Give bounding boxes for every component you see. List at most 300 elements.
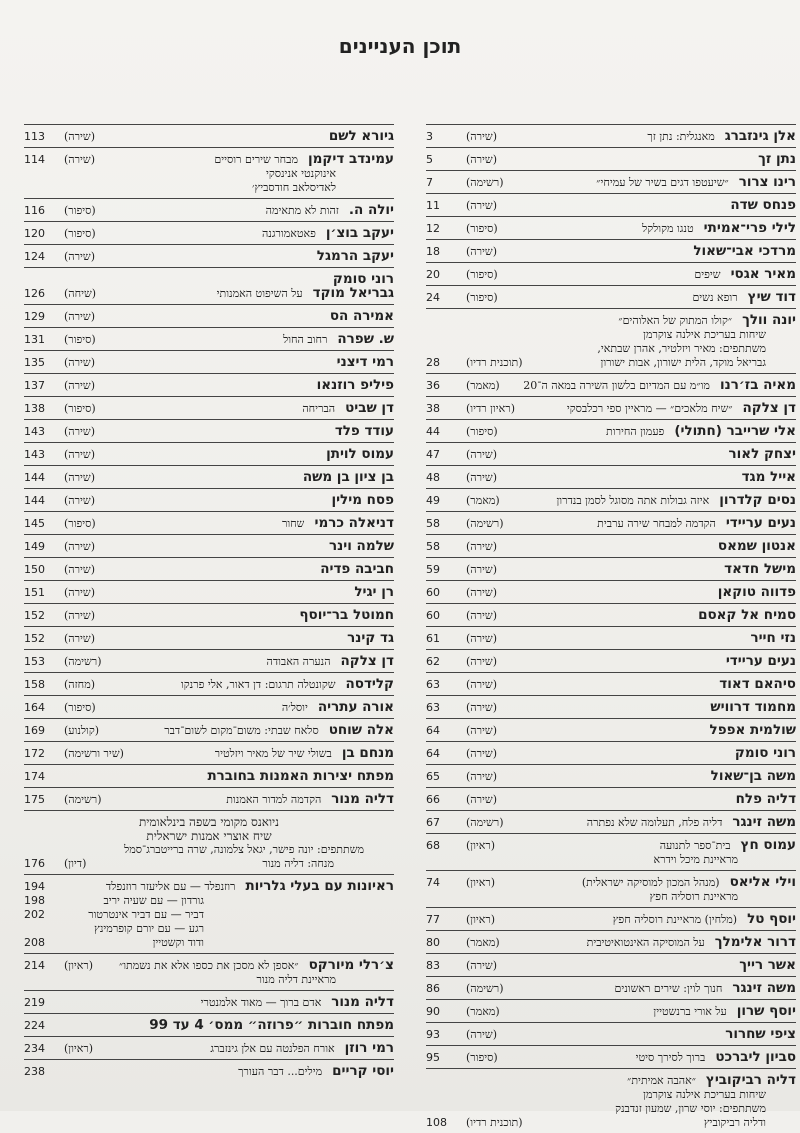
entry-genre: (שירה) [64,563,95,576]
toc-entry [24,1036,394,1059]
toc-entry-row [24,378,394,393]
toc-entry-row [24,995,394,1010]
entry-line: גבריאל מוקד, הלית ישורון, אבות ישורון [600,356,766,369]
toc-entry [24,810,394,874]
toc-entry-row [426,198,796,213]
entry-title: מבחר שירים רוסיים [214,153,299,166]
toc-entry [24,511,394,534]
toc-entry-row [426,539,796,554]
toc-entry-row [426,631,796,646]
page-number: 174 [24,770,45,783]
toc-subentry-row [24,894,394,908]
toc-entry-row [24,562,394,577]
toc-entry-row [426,447,796,462]
toc-entry [24,649,394,672]
page-number: 58 [426,517,440,530]
entry-genre: (שיר ורשימה) [64,747,124,760]
entry-genre: (שירה) [466,153,497,166]
page-number: 93 [426,1028,440,1041]
toc-entry-row [24,723,394,738]
toc-entry-row [426,470,796,485]
author-name: גד קינר [347,630,394,646]
toc-entry [426,930,796,953]
entry-line: מראיינת מיכל וידרא [653,853,738,866]
entry-title: ברוך לסירך סיטי [635,1051,706,1064]
page-number: 7 [426,176,433,189]
page-number: 175 [24,793,45,806]
entry-genre: (שירה) [466,471,497,484]
page-number: 67 [426,816,440,829]
entry-genre: (סיפור) [466,268,498,281]
entry-title: שיפים [694,268,721,281]
toc-entry-row [426,356,796,370]
entry-genre: (שירה) [466,959,497,972]
entry-genre: (מחזה) [64,678,96,691]
toc-entry [24,465,394,488]
author-name: פנחס שדה [730,197,796,213]
toc-entry-row [426,152,796,167]
author-name: אורה עתריה [317,699,394,715]
entry-title: בשולי שיר של מאיר ויזלטיר [214,747,332,760]
toc-entry-row [426,1116,796,1130]
author-name: דן צלקה [742,400,796,416]
author-name: רוני סומק [332,271,394,287]
entry-title: הקדמה למבחר שירה ערבית [597,517,716,530]
entry-line: אינוקנטי אנינסקי [265,167,336,180]
toc-entry-row [426,175,796,190]
entry-genre: (שירה) [466,724,497,737]
entry-genre: (שירה) [466,655,497,668]
author-name: דרור אלימלך [714,934,796,950]
entry-genre: (שירה) [64,448,95,461]
toc-entry [24,1059,394,1082]
entry-genre: (שיחה) [64,287,97,300]
toc-entry [426,442,796,465]
toc-entry-row [24,585,394,600]
entry-title: הנערה האבודה [266,655,331,668]
entry-genre: (ראיון רדיו) [466,402,515,415]
toc-entry-row [426,585,796,600]
page-number: 108 [426,1116,447,1129]
toc-entry [426,285,796,308]
author-name: לילי פרי־אמיתי [703,220,796,236]
toc-entry-row [24,203,394,218]
entry-genre: (ראיון) [466,839,496,852]
toc-entry-row [24,746,394,761]
toc-entry [426,216,796,239]
toc-entry [24,327,394,350]
author-name: יוסף שרון [736,1003,796,1019]
subentry-text: ודוד וקשטיין [152,936,204,949]
toc-entry [24,244,394,267]
author-name: מחמוד דרוויש [710,699,796,715]
entry-title: (מלחין) מראיינת רוסליה חפץ [612,913,738,926]
toc-column-left [24,124,394,1082]
toc-entry [426,419,796,442]
author-name: יולה ה. [348,202,394,218]
toc-entry-row [24,700,394,715]
page-number: 214 [24,959,45,972]
entry-title: על אורי ברנשטיין [653,1005,727,1018]
entry-genre: (סיפור) [64,333,96,346]
author-name: שלמה וינר [328,538,394,554]
page-number: 164 [24,701,45,714]
author-name: יוסף טל [747,911,796,927]
author-name: ציפי שחרור [725,1026,796,1042]
page-number: 49 [426,494,440,507]
author-name: צ׳רלי מיורקס [308,957,394,973]
toc-entry [426,810,796,833]
toc-entry [426,465,796,488]
entry-title: בית־ספר לתנועה [659,839,731,852]
toc-entry-row [24,424,394,439]
author-name: דליה מנור [331,791,394,807]
entry-genre: (שירה) [64,632,95,645]
toc-entry-row [426,493,796,508]
author-name: יוסי קריים [332,1063,394,1079]
author-name: דן שביט [345,400,394,416]
author-name: אנטון שמאס [717,538,796,554]
author-name: נעים עריידי [725,653,796,669]
entry-genre: (רשימה) [64,655,102,668]
toc-entry [426,147,796,170]
author-name: משה בן־שאול [710,768,796,784]
entry-line: מראיינת דליה מנור [256,973,336,986]
entry-genre: (שירה) [64,356,95,369]
toc-entry [24,350,394,373]
toc-entry-row [24,958,394,973]
entry-genre: (מאמר) [466,494,500,507]
entry-genre: (שירה) [64,310,95,323]
page-number: 116 [24,204,45,217]
author-name: יעקב בוצ׳ן [325,225,394,241]
entry-genre: (מאמר) [466,936,500,949]
toc-entry-row [426,875,796,890]
toc-entry-row [24,332,394,347]
entry-title: ״שיח מלאכים״ — מראיין ספי רכלבסקי [566,402,733,415]
entry-genre: (שירה) [466,586,497,599]
entry-genre: (סיפור) [64,227,96,240]
page-number: 126 [24,287,45,300]
author-name: סמיח אל קאסם [698,607,796,623]
page-number: 143 [24,448,45,461]
toc-entry-row [426,1004,796,1019]
toc-entry-row [24,272,394,286]
author-name: מפתח יצירות האמנות בחוברת [207,768,394,784]
toc-entry-row [426,912,796,927]
author-name: רמי דיצני [336,354,394,370]
toc-entry-row [426,700,796,715]
entry-title: איזה גבולות אתה מסוגל לסמן בנדרון [556,494,710,507]
toc-entry [24,373,394,396]
entry-line: ודליה רביקוביץ [703,1116,766,1129]
page-number: 208 [24,936,45,949]
author-name: קלידסה [345,676,394,692]
toc-entry-row [426,290,796,305]
toc-entry [24,147,394,198]
page-number: 18 [426,245,440,258]
entry-title: הבריחה [302,402,336,415]
author-name: אייל מגד [741,469,796,485]
entry-genre: (סיפור) [466,1051,498,1064]
toc-entry-row [24,1064,394,1079]
page-number: 143 [24,425,45,438]
entry-title: על המוסיקה האינטואיטיבית [586,936,705,949]
author-name: מרדכי אבי־שאול [693,243,796,259]
toc-entry [426,695,796,718]
entry-line: לאדיסלאב חודסביץ׳ [251,181,336,194]
page-number: 11 [426,199,440,212]
toc-entry-row [24,286,394,301]
toc-entry [24,718,394,741]
page-number: 65 [426,770,440,783]
toc-entry [426,953,796,976]
page-number: 234 [24,1042,45,1055]
page-number: 20 [426,268,440,281]
toc-entry [24,221,394,244]
page-number: 152 [24,632,45,645]
entry-genre: (רשימה) [64,793,102,806]
entry-genre: (סיפור) [466,222,498,235]
page-number: 36 [426,379,440,392]
page-number: 63 [426,678,440,691]
entry-genre: (ראיון) [64,959,94,972]
entry-genre: (שירה) [466,701,497,714]
toc-column-right [426,124,796,1133]
page-number: 12 [426,222,440,235]
toc-entry [426,193,796,216]
toc-entry-row [24,309,394,324]
entry-line: שיחות בעריכת אילנה צוקרמן [643,1088,766,1101]
page-number: 83 [426,959,440,972]
entry-genre: (שירה) [64,494,95,507]
author-name: מאיה בז׳רנו [719,377,796,393]
page-number: 59 [426,563,440,576]
toc-entry [24,419,394,442]
toc-entry [426,718,796,741]
author-name: דוד שיץ [747,289,796,305]
entry-genre: (שירה) [64,130,95,143]
author-name: יונה וולך [742,312,796,328]
page-number: 151 [24,586,45,599]
author-name: יעקב הרמגל [316,248,394,264]
entry-genre: (מאמר) [466,1005,500,1018]
author-name: רינו צרור [738,174,796,190]
toc-entry-row [426,654,796,669]
page-number: 150 [24,563,45,576]
entry-title: ״אספן לא מסכן את כספו אלא את נשמתו״ [119,959,299,972]
toc-entry [426,396,796,419]
toc-entry-row [24,447,394,462]
toc-entry-row [426,815,796,830]
author-name: וילי אליאס [729,874,796,890]
page-number: 64 [426,747,440,760]
author-name: אשר רייך [739,957,796,973]
entry-title: רחוב החול [283,333,328,346]
toc-entry-row [24,608,394,623]
entry-genre: (שירה) [466,448,497,461]
entry-genre: (ראיון) [466,876,496,889]
page-number: 137 [24,379,45,392]
author-name: שולמית אפפל [709,722,796,738]
page-number: 28 [426,356,440,369]
page-number: 124 [24,250,45,263]
entry-title: אורח הפלנטה עם אלן גינזברג [210,1042,335,1055]
entry-genre: (שירה) [466,199,497,212]
entry-participants: מנחה: דליה מנור [262,857,334,870]
page-number: 64 [426,724,440,737]
entry-genre: (קולנוע) [64,724,100,737]
page-number: 66 [426,793,440,806]
toc-entry [426,787,796,810]
toc-entry-row [24,769,394,784]
toc-entry-row [426,1027,796,1042]
toc-entry-row [24,631,394,646]
page-number: 169 [24,724,45,737]
toc-entry [24,557,394,580]
page-number: 113 [24,130,45,143]
toc-entry-row [426,562,796,577]
entry-line: שיחות בעריכת אילנה צוקרמן [643,328,766,341]
toc-entry-row [426,516,796,531]
toc-entry-row [24,129,394,144]
author-name: דליה פלח [735,791,796,807]
entry-genre: (שירה) [64,540,95,553]
toc-entry-row [24,879,394,894]
toc-entry [426,649,796,672]
toc-entry-row [24,355,394,370]
toc-entry-row [426,313,796,328]
toc-entry-row [426,608,796,623]
toc-entry-row [24,857,394,871]
entry-genre: (סיפור) [64,204,96,217]
entry-genre: (ראיון) [466,913,496,926]
page-number: 135 [24,356,45,369]
entry-title: שקונטלה תרגום: דן דאור, אלי פרנקו [180,678,336,691]
page-number: 129 [24,310,45,323]
entry-subtitle: שיח אוצרי אמנות ישראלית [146,829,272,843]
page-number: 198 [24,894,45,907]
entry-genre: (שירה) [64,250,95,263]
author-name: פיליפ רוזנאו [316,377,394,393]
author-name: נתן זך [758,151,796,167]
entry-genre: (סיפור) [64,517,96,530]
toc-entry-row [426,221,796,236]
toc-entry [24,603,394,626]
page-title: תוכן העניינים [338,34,462,58]
entry-genre: (סיפור) [466,425,498,438]
toc-entry [426,1045,796,1068]
toc-entry-row [426,244,796,259]
toc-entry-row [426,378,796,393]
author-name: אמירה הס [329,308,394,324]
entry-genre: (מאמר) [466,379,500,392]
author-name: נעים עריידי [725,515,796,531]
entry-title: פאטאמורגנה [261,227,316,240]
page-number: 224 [24,1019,45,1032]
page-number: 219 [24,996,45,1009]
toc-entry [24,741,394,764]
toc-entry-row [24,401,394,416]
page-number: 120 [24,227,45,240]
toc-entry [426,170,796,193]
toc-entry-row [426,401,796,416]
toc-entry [426,999,796,1022]
page-number: 176 [24,857,45,870]
page-number: 153 [24,655,45,668]
entry-genre: (רשימה) [466,816,504,829]
entry-title: טנגו מקולקל [642,222,694,235]
author-name: משה זינגר [732,980,796,996]
toc-entry-row [426,981,796,996]
toc-entry-row [426,129,796,144]
toc-entry [426,580,796,603]
entry-genre: (סיפור) [64,402,96,415]
entry-title: זהות לא מתאימה [265,204,339,217]
toc-entry-row [426,746,796,761]
page-number: 68 [426,839,440,852]
entry-title: פעמון החירות [606,425,665,438]
entry-line: משתתפים: מאיר ויזלטיר, אהרן שבתאי, [597,342,766,355]
toc-entry [24,695,394,718]
author-name: אלן גינזברג [724,128,796,144]
toc-entry [426,373,796,396]
author-name: סביון ליברכט [715,1049,796,1065]
toc-entry [426,976,796,999]
page-number: 158 [24,678,45,691]
page-number: 63 [426,701,440,714]
entry-title: על השיפוט האמנותי [216,287,303,300]
page-number: 61 [426,632,440,645]
author-name: אלי שרייבר (חתולי) [674,423,796,439]
page-number: 114 [24,153,45,166]
entry-title: הקדמה למדור האמנות [226,793,322,806]
toc-entry-row [426,723,796,738]
entry-title: (מנהל המכון למוסיקה ישראלית) [581,876,720,889]
entry-title: יוסל׳ה [281,701,308,714]
toc-entry [426,603,796,626]
subentry-text: גורדון — עם שעיה יריב [103,894,204,907]
toc-entry [426,1022,796,1045]
page-number: 44 [426,425,440,438]
page-number: 3 [426,130,433,143]
author-name: מאיר אגסי [730,266,796,282]
toc-entry [426,907,796,930]
author-name: יצחק לאור [728,446,796,462]
toc-entry-row [24,516,394,531]
toc-entry [24,442,394,465]
page-number: 131 [24,333,45,346]
toc-entry-row [24,1041,394,1056]
subentry-text: דביר — עם דביר אינטרטור [88,908,204,921]
toc-entry-row [24,1018,394,1033]
entry-title: ״קולו המתוק של האלוהים״ [618,314,733,327]
entry-participants: משתתפים: יונה פישר, יגאל צלמונה, שרה ברייטברג־סמל [124,843,364,856]
entry-genre: (שירה) [64,153,95,166]
toc-subentry-row [24,922,394,936]
page-number: 144 [24,471,45,484]
entry-line: מראיינת רוסליה חפץ [649,890,738,903]
toc-entry-row [24,792,394,807]
author-name: חמוטל בר־יוסף [299,607,394,623]
entry-title: אדם ברוך — מאוד אלמנטרי [200,996,322,1009]
toc-entry-row [426,424,796,439]
entry-genre: (תוכנית רדיו) [466,356,523,369]
page-number: 194 [24,880,45,893]
entry-genre: (שירה) [466,540,497,553]
page-number: 60 [426,586,440,599]
entry-title: מילים... דבר העורך [238,1065,323,1078]
